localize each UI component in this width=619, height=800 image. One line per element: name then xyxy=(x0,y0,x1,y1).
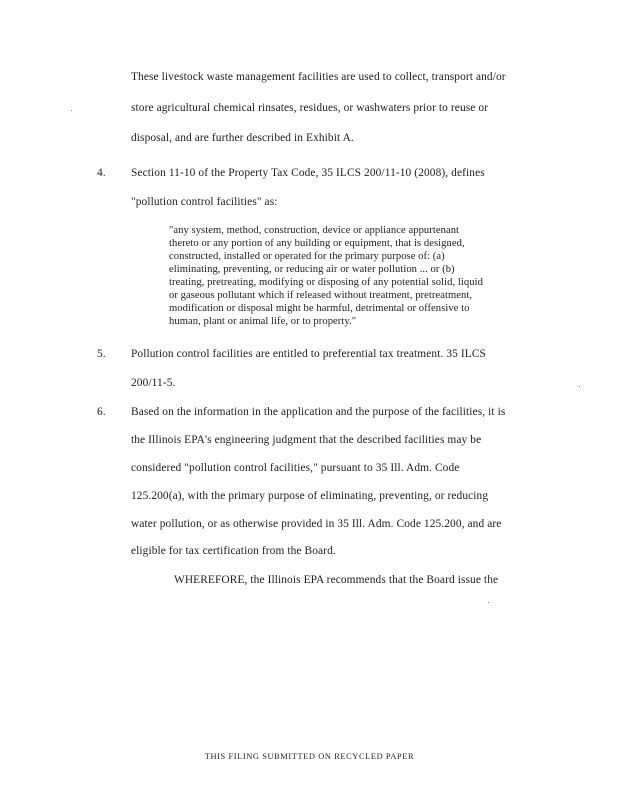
quote-line-1: "any system, method, construction, device or appliance appurtenant xyxy=(169,225,460,236)
para3-line-3: disposal, and are further described in Exhibit A. xyxy=(131,132,354,144)
para6-line-5: water pollution, or as otherwise provided in 35 Ill. Adm. Code 125.200, and are xyxy=(131,518,502,530)
quote-line-2: thereto or any portion of any building or equipment, that is designed, xyxy=(169,238,465,249)
para6-line-6: eligible for tax certification from the Board. xyxy=(131,545,336,557)
para4-line-2: "pollution control facilities" as: xyxy=(131,196,278,208)
scan-speck xyxy=(579,386,580,387)
quote-line-7: modification or disposal might be harmful, detrimental or offensive to xyxy=(169,303,470,314)
para4-number: 4. xyxy=(97,167,106,179)
para6-line-4: 125.200(a), with the primary purpose of eliminating, preventing, or reducing xyxy=(131,490,489,502)
para3-line-1: These livestock waste management facilities are used to collect, transport and/or xyxy=(131,71,506,83)
quote-line-3: constructed, installed or operated for the primary purpose of: (a) xyxy=(169,251,445,262)
scan-speck xyxy=(71,110,72,111)
wherefore-line: WHEREFORE, the Illinois EPA recommends that the Board issue the xyxy=(174,574,499,586)
quote-line-4: eliminating, preventing, or reducing air or water pollution ... or (b) xyxy=(169,264,455,275)
para6-line-1: Based on the information in the application and the purpose of the facilities, it is xyxy=(131,406,506,418)
quote-line-8: human, plant or animal life, or to property." xyxy=(169,316,357,327)
scan-speck xyxy=(488,602,489,603)
para6-number: 6. xyxy=(97,406,106,418)
para5-line-2: 200/11-5. xyxy=(131,377,176,389)
para5-number: 5. xyxy=(97,348,106,360)
para6-line-3: considered "pollution control facilities," pursuant to 35 Ill. Adm. Code xyxy=(131,462,460,474)
para6-line-2: the Illinois EPA's engineering judgment that the described facilities may be xyxy=(131,434,482,446)
para3-line-2: store agricultural chemical rinsates, residues, or washwaters prior to reuse or xyxy=(131,102,489,114)
para5-line-1: Pollution control facilities are entitled to preferential tax treatment. 35 ILCS xyxy=(131,348,486,360)
recycled-paper-footer: THIS FILING SUBMITTED ON RECYCLED PAPER xyxy=(204,752,415,761)
quote-line-5: treating, pretreating, modifying or disposing of any potential solid, liquid xyxy=(169,277,483,288)
quote-line-6: or gaseous pollutant which if released without treatment, pretreatment, xyxy=(169,290,473,301)
para4-line-1: Section 11-10 of the Property Tax Code, 35 ILCS 200/11-10 (2008), defines xyxy=(131,167,485,179)
